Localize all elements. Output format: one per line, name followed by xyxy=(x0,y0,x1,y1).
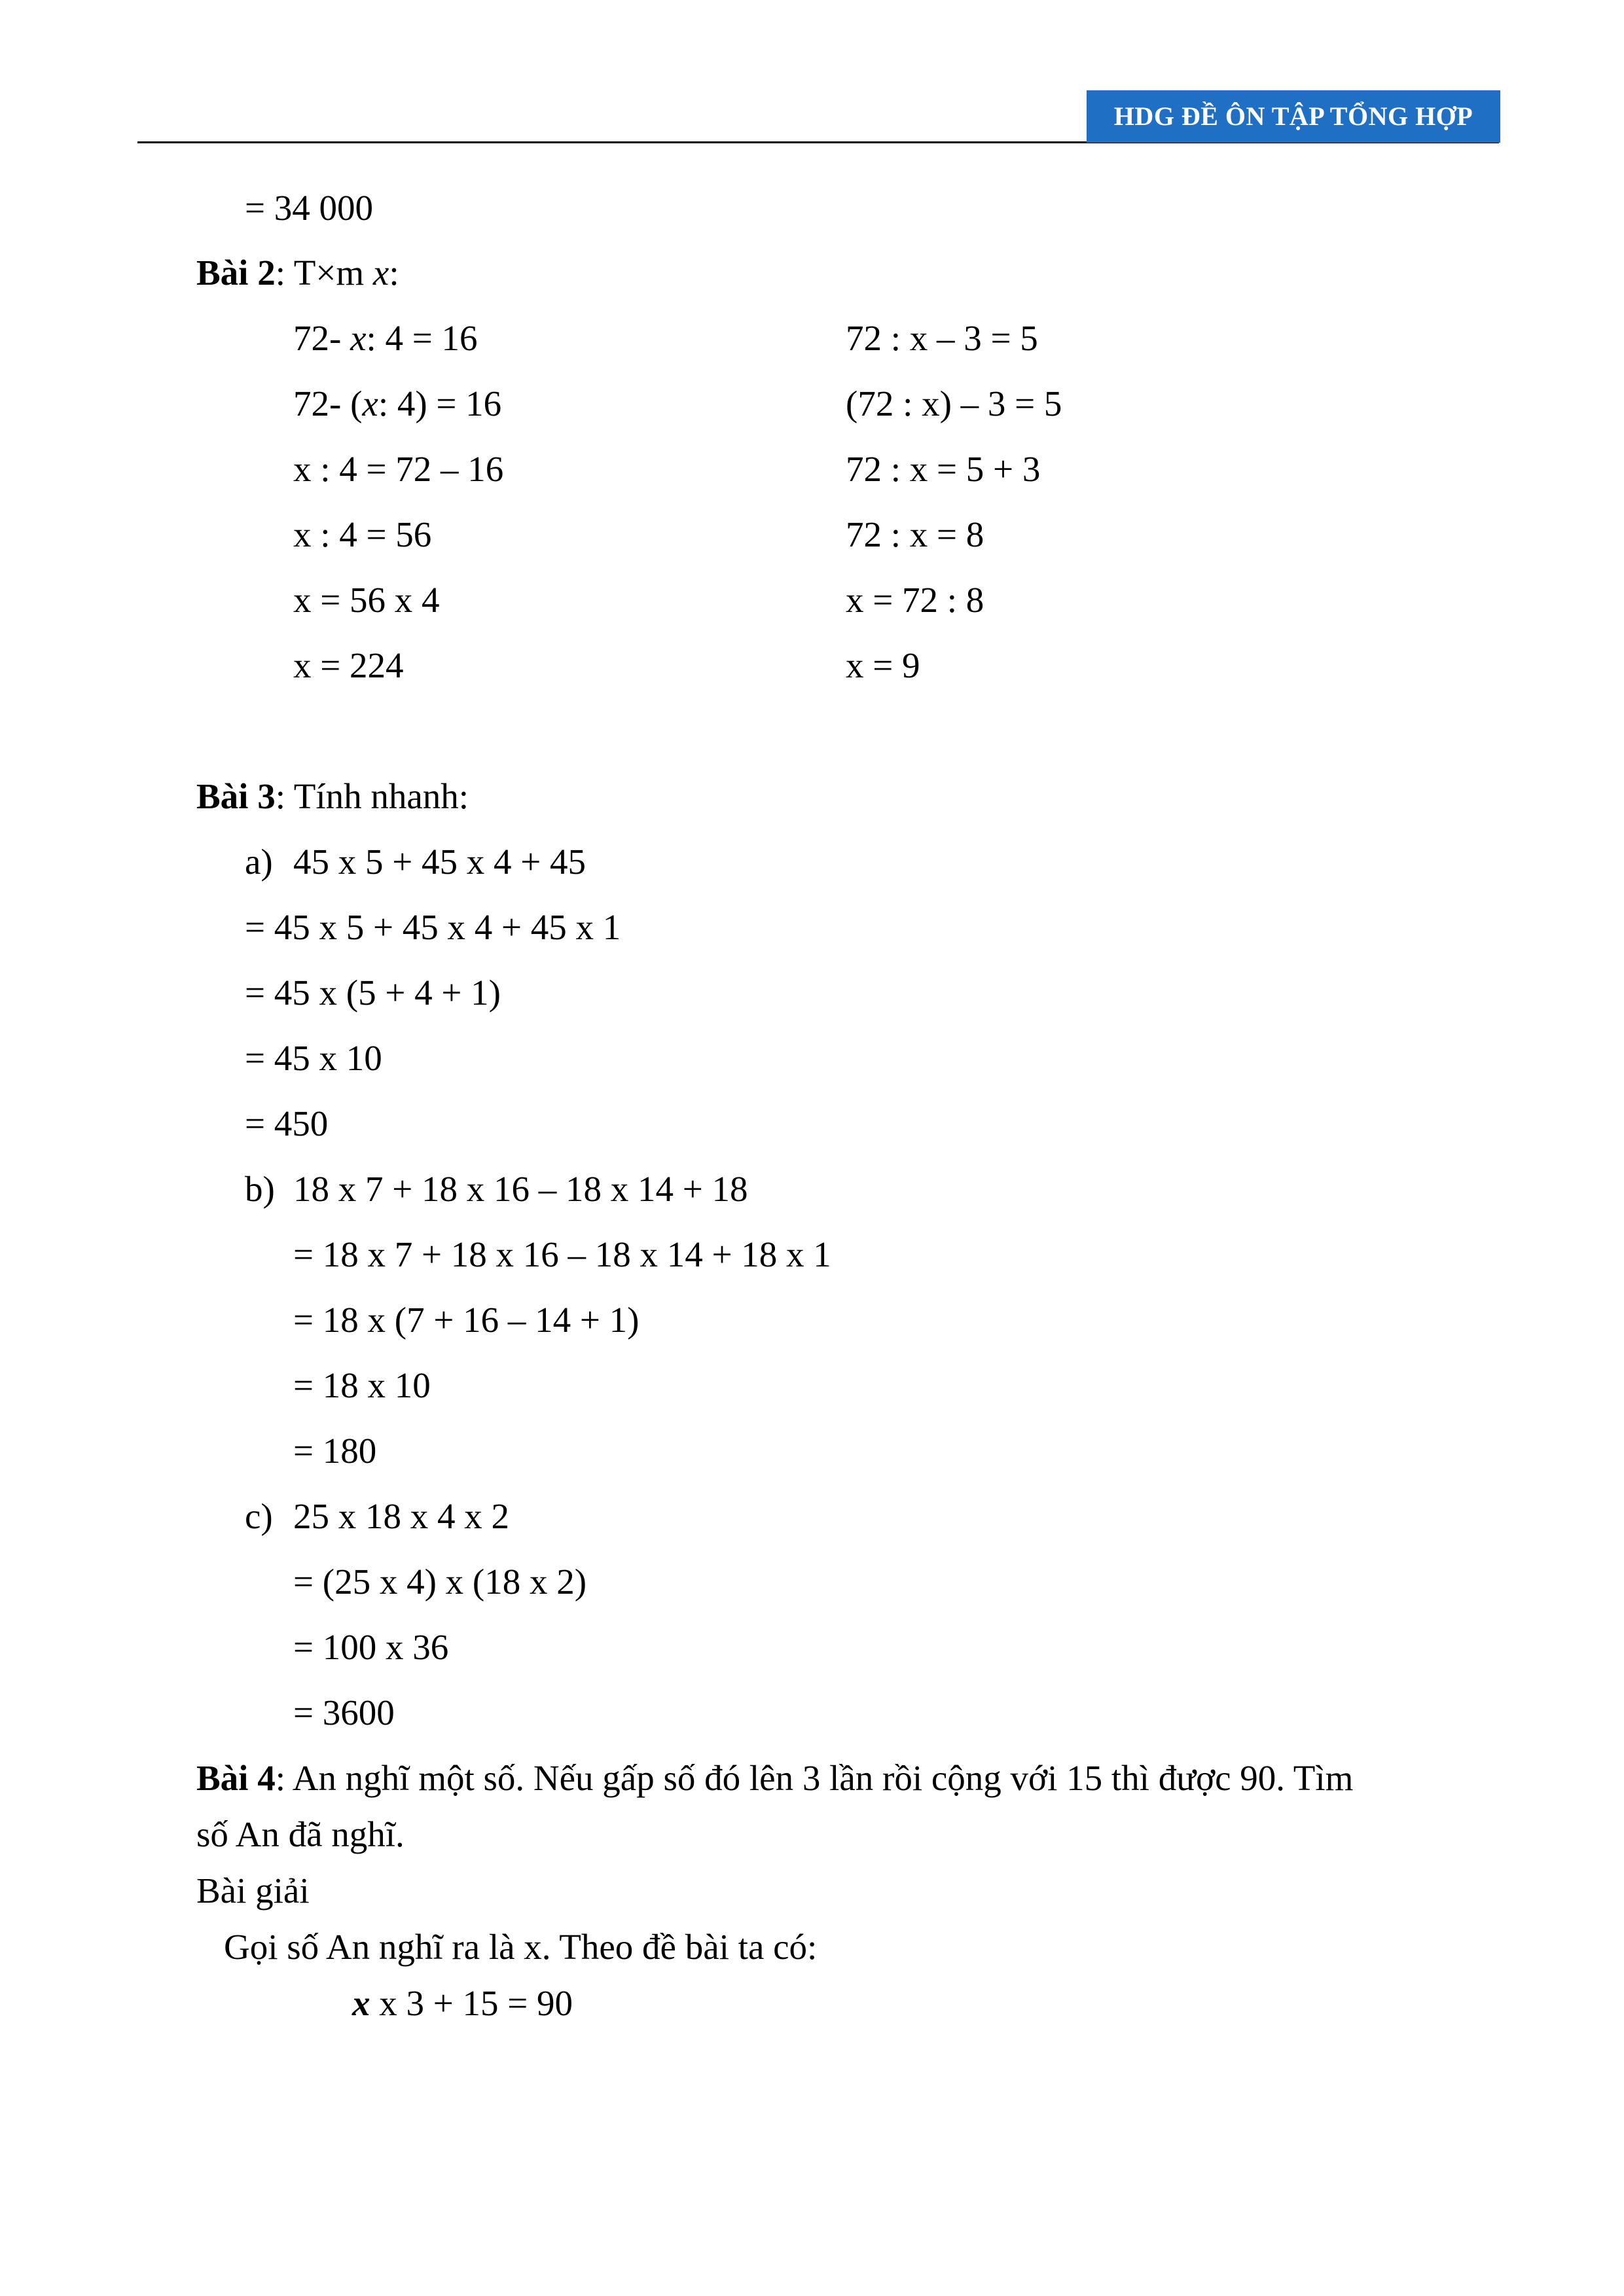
bai2-right-line-6: x = 9 xyxy=(846,645,920,685)
bai2-label: Bài 2 xyxy=(196,253,276,293)
bai2-instr-var: x xyxy=(372,253,389,293)
bai3-a-step-1: = 45 x 5 + 45 x 4 + 45 x 1 xyxy=(245,907,621,947)
bai4-problem-line-2: số An đã nghĩ. xyxy=(196,1814,405,1854)
bai3-c-step-2: = 100 x 36 xyxy=(293,1627,449,1667)
bai2-right-line-2: (72 : x) – 3 = 5 xyxy=(846,384,1062,423)
bai2-right-line-3: 72 : x = 5 + 3 xyxy=(846,449,1041,489)
bai3-b-step-1: = 18 x 7 + 18 x 16 – 18 x 14 + 18 x 1 xyxy=(293,1234,831,1274)
bai3-a-label: a) xyxy=(245,842,273,882)
bai3-c-label: c) xyxy=(245,1496,273,1536)
bai2-instr-end: : xyxy=(389,253,399,293)
bai3-label: Bài 3 xyxy=(196,776,276,816)
bai3-b-step-3: = 18 x 10 xyxy=(293,1365,431,1405)
bai2-instr: : T×m xyxy=(275,253,373,293)
bai2-left-line-3: x : 4 = 72 – 16 xyxy=(293,449,504,489)
bai3-instr: : Tính nhanh: xyxy=(275,776,469,816)
bai2-left-1a: 72- xyxy=(293,318,351,358)
bai3-c-step-3: = 3600 xyxy=(293,1693,395,1732)
bai4-eq-rest: x 3 + 15 = 90 xyxy=(370,1983,573,2023)
bai3-a-problem: 45 x 5 + 45 x 4 + 45 xyxy=(293,842,586,882)
bai4-solution-intro: Gọi số An nghĩ ra là x. Theo đề bài ta có: xyxy=(224,1927,818,1967)
bai4-label: Bài 4 xyxy=(196,1758,276,1798)
bai2-left-1b: : 4 = 16 xyxy=(366,318,478,358)
bai2-heading xyxy=(196,255,399,291)
bai3-a-step-2: = 45 x (5 + 4 + 1) xyxy=(245,973,501,1013)
bai2-right-line-5: x = 72 : 8 xyxy=(846,580,984,620)
bai3-b-problem: 18 x 7 + 18 x 16 – 18 x 14 + 18 xyxy=(293,1169,748,1209)
header-title: HDG ĐỀ ÔN TẬP TỔNG HỢP xyxy=(1087,90,1500,143)
bai3-b-label: b) xyxy=(245,1169,275,1209)
bai3-a-step-3: = 45 x 10 xyxy=(245,1038,382,1078)
bai3-b-step-2: = 18 x (7 + 16 – 14 + 1) xyxy=(293,1300,640,1340)
bai2-left-2b: : 4) = 16 xyxy=(378,384,502,423)
top-result: = 34 000 xyxy=(245,188,374,228)
bai3-c-problem: 25 x 18 x 4 x 2 xyxy=(293,1496,509,1536)
bai2-left-line-4: x : 4 = 56 xyxy=(293,514,432,554)
bai3-b-step-4: = 180 xyxy=(293,1431,377,1471)
bai3-a-step-4: = 450 xyxy=(245,1103,329,1143)
bai2-left-line-6: x = 224 xyxy=(293,645,404,685)
bai4-problem-line-1 xyxy=(196,1760,1353,1796)
bai2-right-line-1: 72 : x – 3 = 5 xyxy=(846,318,1038,358)
bai3-c-step-1: = (25 x 4) x (18 x 2) xyxy=(293,1562,587,1602)
bai2-left-2x: x xyxy=(362,384,378,423)
bai4-eq-var: x xyxy=(352,1983,370,2023)
bai2-left-line-5: x = 56 x 4 xyxy=(293,580,440,620)
bai2-left-1x: x xyxy=(350,318,367,358)
bai4-solution-label: Bài giải xyxy=(196,1871,310,1910)
bai2-right-line-4: 72 : x = 8 xyxy=(846,514,984,554)
bai3-heading xyxy=(196,778,469,814)
bai2-left-line-1 xyxy=(293,320,478,356)
bai4-text-1: : An nghĩ một số. Nếu gấp số đó lên 3 lần rồi cộng với 15 thì được 90. Tìm xyxy=(275,1758,1354,1798)
bai2-left-2a: 72- ( xyxy=(293,384,363,423)
bai4-equation xyxy=(352,1985,573,2021)
bai2-left-line-2 xyxy=(293,386,501,422)
